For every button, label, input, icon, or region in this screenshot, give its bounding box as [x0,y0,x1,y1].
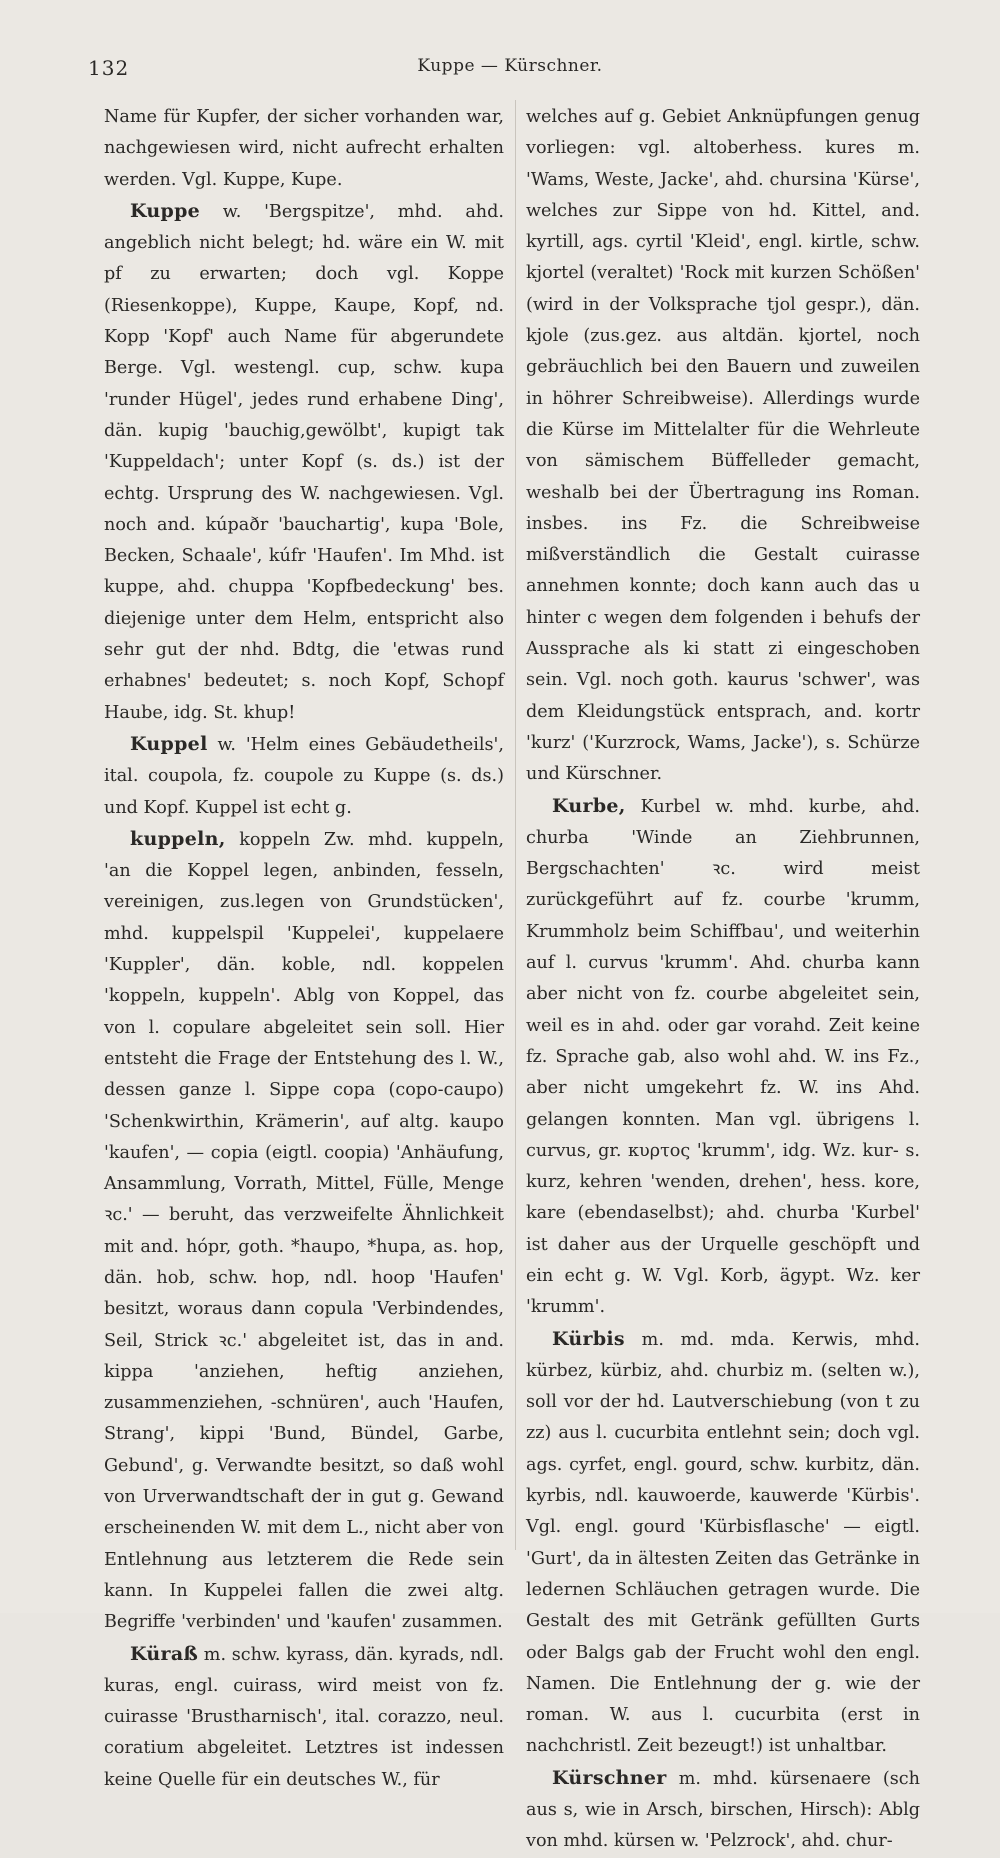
dictionary-entry [104,824,504,1639]
running-head: Kuppe — Kürschner. [417,56,603,76]
entry-text: m. md. mda. Kerwis, mhd. kürbez, kürbiz, ahd. churbiz m. (selten w.), soll vor der hd. Lautverschiebung (von t zu zz) aus l. cucurbita entlehnt sein; doch vgl. ags. cyrfet, engl. gourd, schw. kurbitz, dän. kyrbis, ndl. kauwoerde, kauwerde 'Kürbis'. Vgl. engl. gourd 'Kürbisflasche' — eigtl. 'Gurt', da in ältesten Zeiten das Getränke in ledernen Schläuchen getragen wurde. Die Gestalt des mit Getränk gefüllten Gurts oder Balgs gab der Frucht wohl den engl. Namen. Die Entlehnung der g. wie der roman. W. aus l. cucurbita (erst in nachchristl. Zeit bezeugt!) ist unhaltbar. [526,1329,920,1757]
page-header [0,52,1000,82]
entry-text: Kurbel w. mhd. kurbe, ahd. churba 'Winde an Ziehbrunnen, Bergschachten' ꝛc. wird meist zurückgeführt auf fz. courbe 'krumm, Krummholz beim Schiffbau', und weiterhin auf l. curvus 'krumm'. Ahd. churba kann aber nicht von fz. courbe abgeleitet sein, weil es in ahd. oder gar vorahd. Zeit keine fz. Sprache gab, also wohl ahd. W. ins Fz., aber nicht umgekehrt fz. W. ins Ahd. gelangen konnten. Man vgl. übrigens l. curvus, gr. κυρτος 'krumm', idg. Wz. kur- s. kurz, kehren 'wenden, drehen', hess. kore, kare (ebendaselbst); ahd. churba 'Kurbel' ist daher aus der Urquelle geschöpft und ein echt g. W. Vgl. Korb, ägypt. Wz. ker 'krumm'. [526,796,921,1318]
headword: Kurbe, [552,794,626,817]
dictionary-entry [526,791,920,1324]
column-divider [515,100,516,1550]
headword: Kuppe [130,199,201,222]
continued-paragraph: Name für Kupfer, der sicher vorhanden war, nachgewiesen wird, nicht aufrecht erhalten werden. Vgl. Kuppe, Kupe. [104,107,504,190]
page-number: 132 [88,56,130,80]
dictionary-entry [526,1763,920,1858]
entry-text: koppeln Zw. mhd. kuppeln, 'an die Koppel legen, anbinden, fesseln, vereinigen, zus.legen von Grundstücken', mhd. kuppelspil 'Kuppelei', kuppelaere 'Kuppler', dän. koble, ndl. koppelen 'koppeln, kuppeln'. Ablg von Koppel, das von l. copulare abgeleitet sein soll. Hier entsteht die Frage der Entstehung des l. W., dessen ganze l. Sippe copa (copo-caupo) 'Schenkwirthin, Krämerin', auf altg. kaupo 'kaufen', — copia (eigtl. coopia) 'Anhäufung, Ansammlung, Vorrath, Mittel, Fülle, Menge ꝛc.' — beruht, das verzweifelte Ähnlichkeit mit and. hópr, goth. *haupo, *hupa, as. hop, dän. hob, schw. hop, ndl. hoop 'Haufen' besitzt, woraus dann copula 'Verbindendes, Seil, Strick ꝛc.' abgeleitet ist, das in and. kippa 'anziehen, heftig anziehen, zusammenziehen, -schnüren', auch 'Haufen, Strang', kippi 'Bund, Bündel, Garbe, Gebund', g. Verwandte besitzt, so daß wohl von Urverwandtschaft der in gut g. Gewand erscheinenden W. mit dem L., nicht aber von Entlehnung aus letzterem die Rede sein kann. In Kuppelei fallen die zwei altg. Begriffe 'verbinden' und 'kaufen' zusammen. [104,829,504,1633]
dictionary-entry [526,1324,920,1763]
headword: kuppeln, [130,827,226,850]
continued-paragraph: welches auf g. Gebiet Anknüpfungen genug vorliegen: vgl. altoberhess. kures m. 'Wams, Weste, Jacke', ahd. chursina 'Kürse', welches zur Sippe von hd. Kittel, and. kyrtill, ags. cyrtil 'Kleid', engl. kirtle, schw. kjortel (veraltet) 'Rock mit kurzen Schößen' (wird in der Volksprache tjol gespr.), dän. kjole (zus.gez. aus altdän. kjortel, noch gebräuchlich bei den Bauern und zuweilen in höhrer Schreibweise). Allerdings wurde die Kürse im Mittelalter für die Wehrleute von sämischem Büffelleder gemacht, weshalb bei der Übertragung ins Roman. insbes. ins Fz. die Schreibweise mißverständlich die Gestalt cuirasse annehmen konnte; doch kann auch das u hinter c wegen dem folgenden i behufs der Aussprache als ki statt zi eingeschoben sein. Vgl. noch goth. kaurus 'schwer', was dem Kleidungstück entsprach, and. kortr 'kurz' ('Kurzrock, Wams, Jacke'), s. Schürze und Kürschner. [526,107,920,785]
dictionary-entry [104,1639,504,1796]
headword: Kuppel [130,732,208,755]
entry-text: w. 'Bergspitze', mhd. ahd. angeblich nicht belegt; hd. wäre ein W. mit pf zu erwarten; doch vgl. Koppe (Riesenkoppe), Kuppe, Kaupe, Kopf, nd. Kopp 'Kopf' auch Name für abgerundete Berge. Vgl. westengl. cup, schw. kupa 'runder Hügel', jedes rund erhabene Ding', dän. kupig 'bauchig,gewölbt', kupigt tak 'Kuppeldach'; unter Kopf (s. ds.) ist der echtg. Ursprung des W. nachgewiesen. Vgl. noch and. kúpaðr 'bauchartig', kupa 'Bole, Becken, Schaale', kúfr 'Haufen'. Im Mhd. ist kuppe, ahd. chuppa 'Kopfbedeckung' bes. diejenige unter dem Helm, entspricht also sehr gut der nhd. Bdtg, die 'etwas rund erhabnes' bedeutet; s. noch Kopf, Schopf Haube, idg. St. khup! [104,201,504,723]
headword: Kürschner [552,1766,667,1789]
entry-text: w. 'Helm eines Gebäudetheils', ital. coupola, fz. coupole zu Kuppe (s. ds.) und Kopf. Kuppel ist echt g. [104,734,504,818]
headword: Kürbis [552,1327,625,1350]
entry-text: m. schw. kyrass, dän. kyrads, ndl. kuras, engl. cuirass, wird meist von fz. cuirasse 'Brustharnisch', ital. corazzo, neul. coratium abgeleitet. Letztres ist indessen keine Quelle für ein deutsches W., für [104,1644,504,1790]
left-column [104,102,504,1796]
dictionary-entry [104,729,504,824]
headword: Küraß [130,1642,199,1665]
right-column [526,102,920,1858]
dictionary-entry [104,196,504,729]
entry-text: m. mhd. kürsenaere (sch aus s, wie in Arsch, birschen, Hirsch): Ablg von mhd. kürsen w. 'Pelzrock', ahd. chur- [526,1768,920,1852]
